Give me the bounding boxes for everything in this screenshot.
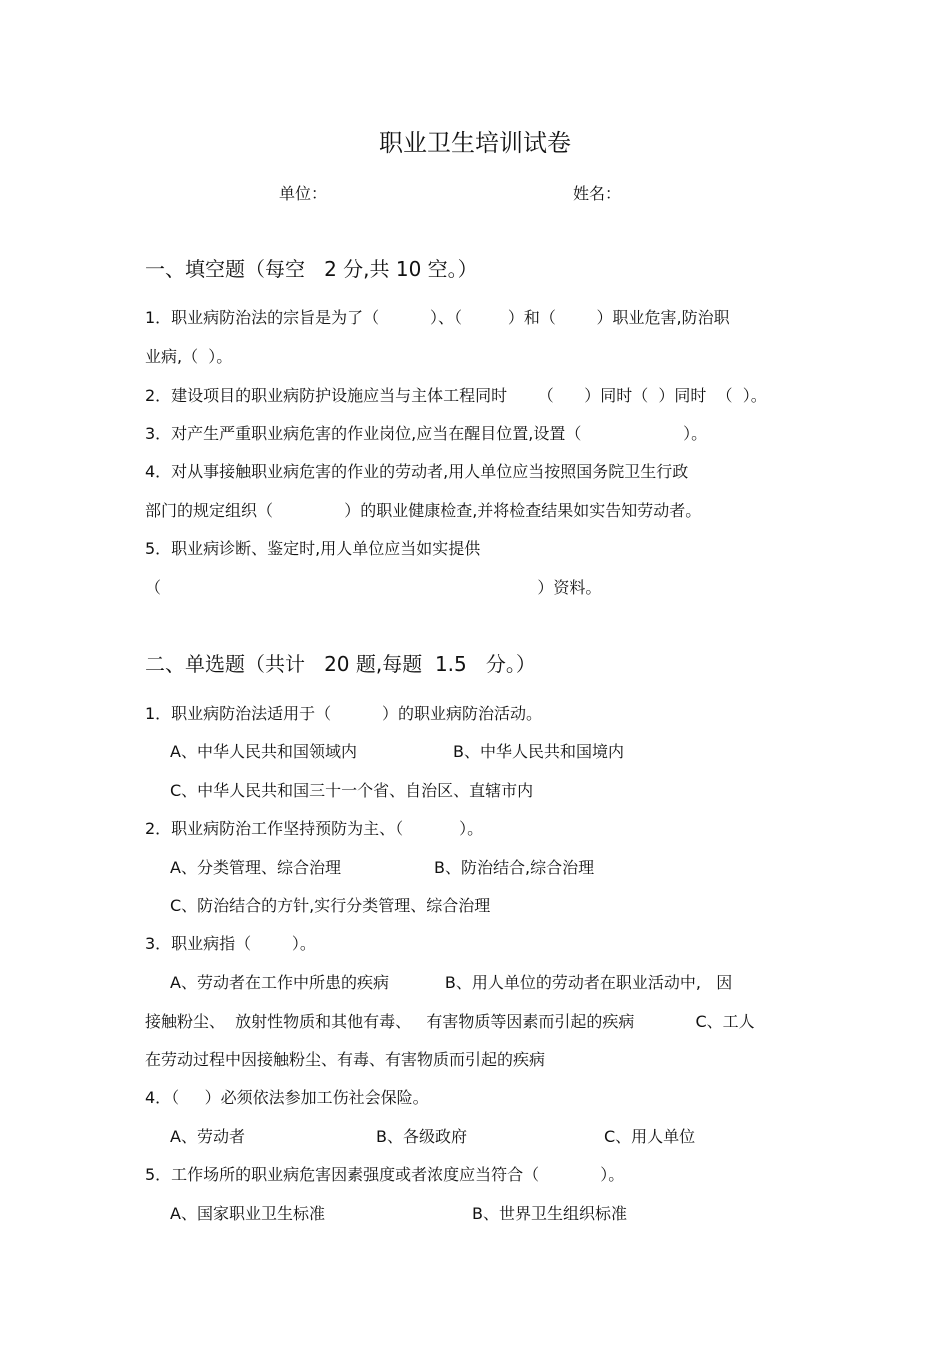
- s2-q4-option-c: C、用人单位: [604, 1127, 696, 1146]
- s2-q5-option-a: A、国家职业卫生标准: [170, 1204, 325, 1223]
- page-title: 职业卫生培训试卷: [379, 129, 571, 157]
- s2-q4-option-a: A、劳动者: [170, 1127, 245, 1146]
- s2-q3-line3: 在劳动过程中因接触粉尘、有毒、有害物质而引起的疾病: [145, 1050, 546, 1069]
- s2-q4-option-b: B、各级政府: [376, 1127, 467, 1146]
- s2-q1-option-a: A、中华人民共和国领域内: [170, 742, 357, 761]
- section1-heading: 一、填空题（每空 2 分,共 10 空。）: [145, 257, 478, 281]
- s2-q3-stem: 3．职业病指（ ）。: [145, 934, 316, 953]
- s1-q4-line2: 部门的规定组织（ ）的职业健康检查,并将检查结果如实告知劳动者。: [145, 501, 702, 520]
- s2-q1-stem: 1．职业病防治法适用于（ ）的职业病防治活动。: [145, 704, 543, 723]
- name-label: 姓名：: [573, 184, 622, 203]
- s1-q1-line1: 1．职业病防治法的宗旨是为了（ ）、（ ）和（ ）职业危害,防治职: [145, 308, 730, 327]
- s2-q2-option-c: C、防治结合的方针,实行分类管理、综合治理: [170, 896, 491, 915]
- s1-q5-line1: 5．职业病诊断、鉴定时,用人单位应当如实提供: [145, 539, 481, 558]
- s2-q3-line2: 接触粉尘、 放射性物质和其他有毒、 有害物质等因素而引起的疾病 C、工人: [145, 1012, 755, 1031]
- s2-q5-option-b: B、世界卫生组织标准: [472, 1204, 627, 1223]
- s1-q5-line2: （ ）资料。: [145, 578, 602, 597]
- s1-q2-line1: 2．建设项目的职业病防护设施应当与主体工程同时 （ ）同时（ ）同时 （ ）。: [145, 386, 767, 405]
- s2-q2-option-a: A、分类管理、综合治理: [170, 858, 341, 877]
- s2-q5-stem: 5．工作场所的职业病危害因素强度或者浓度应当符合（ ）。: [145, 1165, 625, 1184]
- s2-q2-option-b: B、防治结合,综合治理: [434, 858, 595, 877]
- s1-q4-line1: 4．对从事接触职业病危害的作业的劳动者,用人单位应当按照国务院卫生行政: [145, 462, 689, 481]
- s2-q2-stem: 2．职业病防治工作坚持预防为主、（ ）。: [145, 819, 484, 838]
- s1-q3-line1: 3．对产生严重职业病危害的作业岗位,应当在醒目位置,设置（ ）。: [145, 424, 708, 443]
- s1-q1-line2: 业病,（ ）。: [145, 347, 233, 366]
- s2-q3-line1: A、劳动者在工作中所患的疾病 B、用人单位的劳动者在职业活动中, 因: [170, 973, 733, 992]
- s2-q4-stem: 4．（ ）必须依法参加工伤社会保险。: [145, 1088, 429, 1107]
- section2-heading: 二、单选题（共计 20 题,每题 1.5 分。）: [145, 652, 536, 676]
- unit-label: 单位：: [279, 184, 328, 203]
- s2-q1-option-c: C、中华人民共和国三十一个省、自治区、直辖市内: [170, 781, 534, 800]
- s2-q1-option-b: B、中华人民共和国境内: [453, 742, 624, 761]
